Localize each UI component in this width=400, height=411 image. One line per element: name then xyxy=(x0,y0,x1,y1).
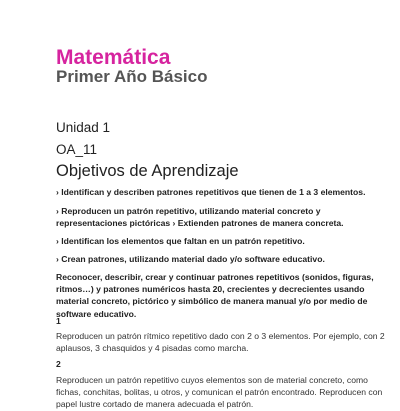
objective-code: OA_11 xyxy=(56,142,98,157)
activity-number-2: 2 xyxy=(56,359,61,369)
section-heading: Objetivos de Aprendizaje xyxy=(56,162,239,180)
objective-item-1: › Identifican y describen patrones repetitivos que tienen de 1 a 3 elementos. xyxy=(56,187,366,197)
grade-subtitle: Primer Año Básico xyxy=(56,67,208,86)
activity-text-2: Reproducen un patrón repetitivo cuyos elementos son de material concreto, como fichas, conchitas, bolitas, u otros, y comunican el patrón encontrado. Reproducen con papel lustre cortado de manera adecuada el patrón. xyxy=(56,375,383,410)
subject-title: Matemática xyxy=(56,46,171,69)
activity-number-1: 1 xyxy=(56,316,61,326)
objective-item-4: › Crean patrones, utilizando material dado y/o software educativo. xyxy=(56,254,325,264)
objective-item-2: › Reproducen un patrón repetitivo, utilizando material concreto y representaciones pictóricas › Extienden patrones de manera concreta. xyxy=(56,206,344,229)
objective-item-3: › Identifican los elementos que faltan en un patrón repetitivo. xyxy=(56,236,305,246)
activity-text-1: Reproducen un patrón rítmico repetitivo dado con 2 o 3 elementos. Por ejemplo, con 2 aplausos, 3 chasquidos y 4 pisadas como marcha. xyxy=(56,331,385,354)
unit-label: Unidad 1 xyxy=(56,120,111,135)
objective-summary: Reconocer, describir, crear y continuar patrones repetitivos (sonidos, figuras, ritmos…) y patrones numéricos hasta 20, crecientes y decrecientes usando material concreto, pictórico y simbólico de manera manual y/o por medio de software educativo. xyxy=(56,272,374,319)
